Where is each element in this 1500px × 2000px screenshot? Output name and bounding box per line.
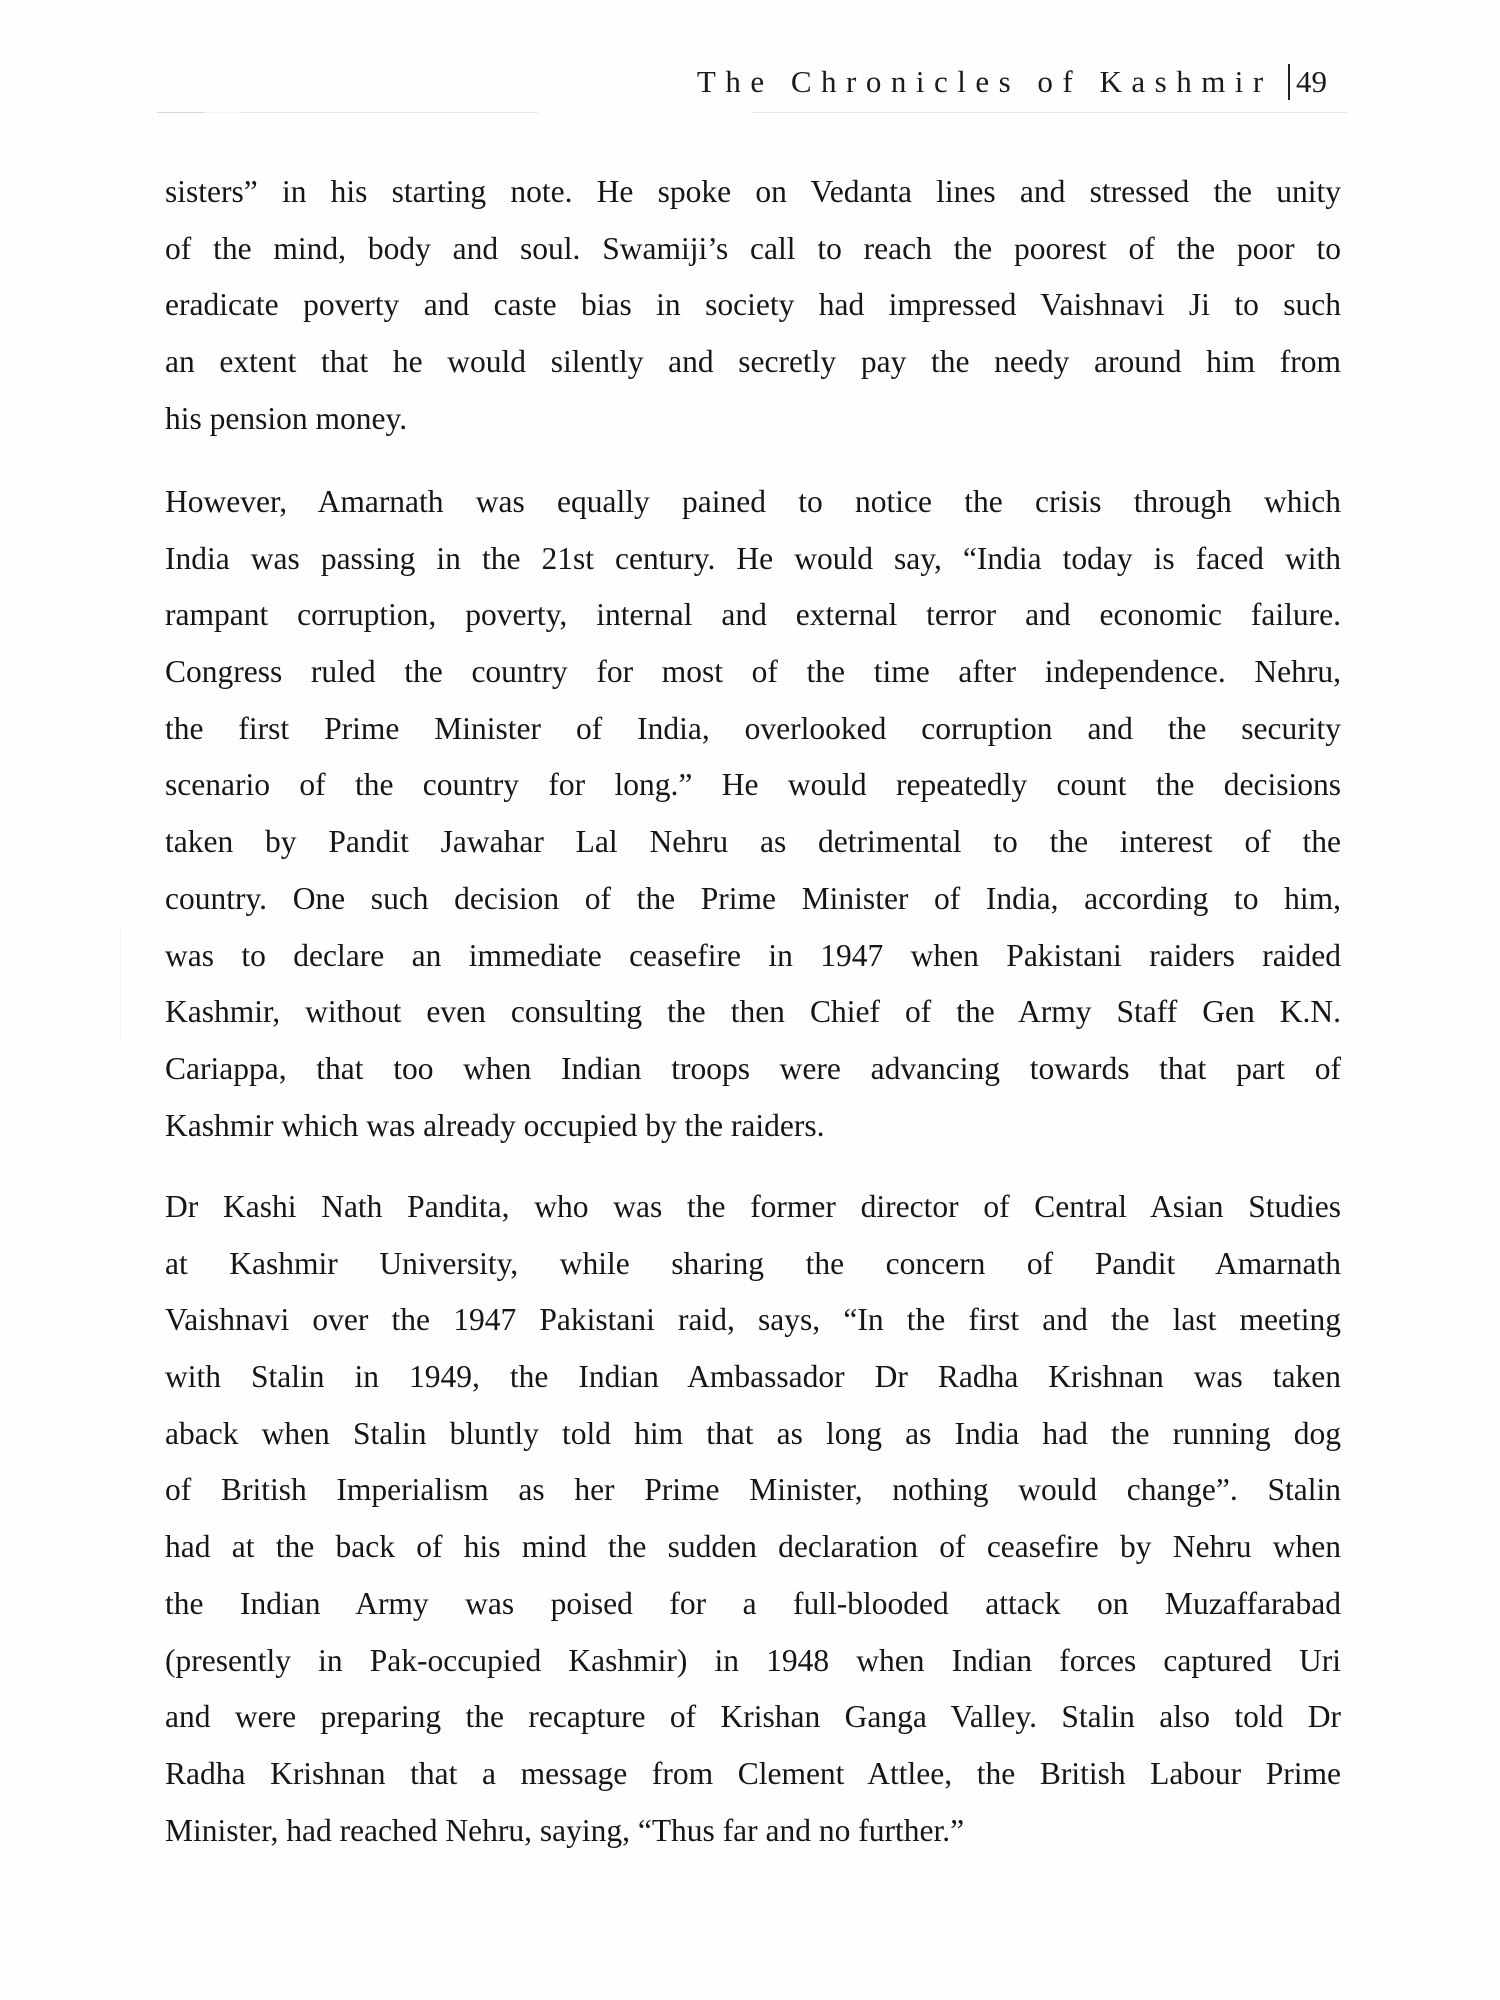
text-line: of British Imperialism as her Prime Minister, nothing would change”. Stalin [165, 1472, 1341, 1508]
text-line: sisters” in his starting note. He spoke on Vedanta lines and stressed the unity [165, 174, 1341, 209]
text-line: taken by Pandit Jawahar Lal Nehru as detrimental to the interest of the [165, 824, 1341, 860]
text-line: scenario of the country for long.” He would repeatedly count the decisions [165, 767, 1341, 803]
text-line: eradicate poverty and caste bias in society had impressed Vaishnavi Ji to such [165, 287, 1341, 323]
text-line: Cariappa, that too when Indian troops were advancing towards that part of [165, 1050, 1341, 1086]
paragraph-2 [165, 474, 1341, 1154]
text-line: and were preparing the recapture of Krishan Ganga Valley. Stalin also told Dr [165, 1699, 1341, 1735]
text-line: India was passing in the 21st century. He would say, “India today is faced with [165, 540, 1341, 576]
text-line: Kashmir which was already occupied by the raiders. [165, 1107, 825, 1143]
text-line: was to declare an immediate ceasefire in 1947 when Pakistani raiders raided [165, 937, 1341, 973]
text-line: had at the back of his mind the sudden declaration of ceasefire by Nehru when [165, 1529, 1341, 1565]
text-line: the first Prime Minister of India, overlooked corruption and the security [165, 710, 1341, 746]
text-line: country. One such decision of the Prime Minister of India, according to him, [165, 880, 1341, 916]
book-title: The Chronicles of Kashmir [696, 64, 1273, 99]
text-line: Kashmir, without even consulting the then Chief of the Army Staff Gen K.N. [165, 994, 1341, 1030]
running-header [697, 62, 1327, 102]
text-line: Vaishnavi over the 1947 Pakistani raid, says, “In the first and the last meeting [165, 1302, 1341, 1338]
header-separator [1288, 64, 1290, 100]
text-line: aback when Stalin bluntly told him that as long as India had the running dog [165, 1415, 1341, 1451]
text-line: at Kashmir University, while sharing the concern of Pandit Amarnath [165, 1245, 1341, 1281]
paragraph-1 [165, 164, 1341, 447]
text-line: rampant corruption, poverty, internal and external terror and economic failure. [165, 597, 1341, 633]
paragraph-3 [165, 1179, 1341, 1859]
text-line: an extent that he would silently and secretly pay the needy around him from [165, 344, 1341, 380]
header-rule [157, 112, 1347, 113]
text-line: Congress ruled the country for most of the time after independence. Nehru, [165, 654, 1341, 690]
text-line: the Indian Army was poised for a full-blooded attack on Muzaffarabad [165, 1585, 1341, 1621]
text-line: of the mind, body and soul. Swamiji’s call to reach the poorest of the poor to [165, 230, 1341, 266]
text-line: Dr Kashi Nath Pandita, who was the former director of Central Asian Studies [165, 1189, 1341, 1224]
text-line: with Stalin in 1949, the Indian Ambassador Dr Radha Krishnan was taken [165, 1359, 1341, 1395]
text-line: However, Amarnath was equally pained to notice the crisis through which [165, 484, 1341, 519]
text-line: (presently in Pak-occupied Kashmir) in 1948 when Indian forces captured Uri [165, 1642, 1341, 1678]
text-line: Minister, had reached Nehru, saying, “Thus far and no further.” [165, 1812, 965, 1848]
text-line: Radha Krishnan that a message from Clement Attlee, the British Labour Prime [165, 1755, 1341, 1791]
scan-artifact [120, 930, 121, 1040]
text-line: his pension money. [165, 400, 408, 436]
page-number: 49 [1296, 64, 1327, 99]
